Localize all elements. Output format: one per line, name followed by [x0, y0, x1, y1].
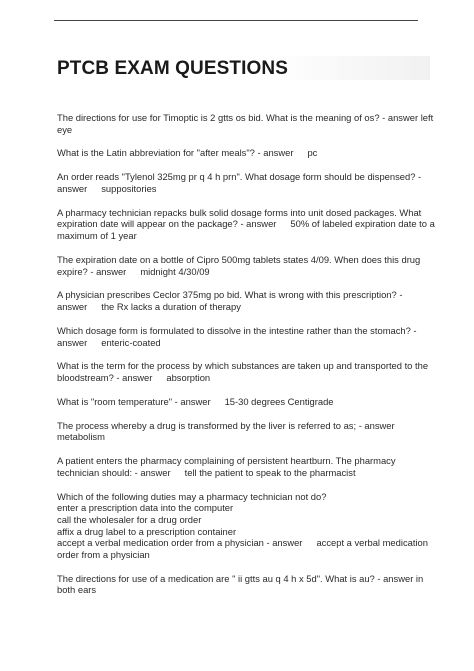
qa-item — [57, 396, 435, 408]
answer-text: in both ears — [57, 572, 424, 596]
answer-text: 15-30 degrees Centigrade — [224, 395, 334, 407]
qa-item — [57, 573, 435, 596]
answer-text: suppositories — [101, 182, 157, 194]
qa-item — [57, 207, 435, 242]
qa-item — [57, 254, 435, 277]
question-text: The process whereby a drug is transformed by the liver is referred to as; - answer — [57, 419, 395, 431]
qa-item — [57, 455, 435, 478]
option-text: enter a prescription data into the computer — [57, 502, 234, 514]
qa-item — [57, 289, 435, 312]
qa-item — [57, 360, 435, 383]
answer-text: the Rx lacks a duration of therapy — [101, 301, 241, 313]
qa-item — [57, 171, 435, 194]
question-text: The directions for use for Timoptic is 2 gtts os bid. What is the meaning of os? - answer — [57, 112, 419, 123]
answer-text: accept a verbal medication order from a physician — [57, 537, 428, 560]
question-text: What is the Latin abbreviation for "after meals"? - answer — [57, 147, 294, 159]
answer-text: pc — [307, 147, 318, 159]
question-list — [57, 112, 435, 608]
question-text: A pharmacy technician repacks bulk solid dosage forms into unit dosed packages. What expiration date will appear on the package? - answer — [57, 206, 422, 230]
qa-item-duties — [57, 491, 435, 561]
question-text: An order reads "Tylenol 325mg pr q 4 h prn". What dosage form should be dispensed? - answer — [57, 171, 422, 194]
question-text: The expiration date on a bottle of Cipro 500mg tablets states 4/09. When does this drug expire? - answer — [57, 253, 421, 277]
question-text: A physician prescribes Ceclor 375mg po bid. What is wrong with this prescription? - answer — [57, 289, 403, 313]
answer-text: enteric-coated — [101, 336, 161, 348]
answer-text: 50% of labeled expiration date to a maximum of 1 year — [57, 218, 435, 242]
question-text: Which dosage form is formulated to dissolve in the intestine rather than the stomach? - answer — [57, 324, 417, 348]
qa-item — [57, 112, 435, 135]
option-text: call the wholesaler for a drug order — [57, 513, 202, 525]
option-text: accept a verbal medication order from a physician - answer — [57, 537, 303, 549]
answer-text: absorption — [166, 371, 211, 383]
question-text: What is the term for the process by which substances are taken up and transported to the bloodstream? - answer — [57, 360, 429, 383]
answer-text: left eye — [57, 112, 434, 135]
qa-item — [57, 147, 435, 159]
answer-text: midnight 4/30/09 — [140, 265, 210, 277]
top-divider — [54, 20, 418, 21]
question-text: Which of the following duties may a pharmacy technician not do? — [57, 490, 327, 502]
page-title: PTCB EXAM QUESTIONS — [57, 58, 288, 79]
option-text: affix a drug label to a prescription container — [57, 525, 237, 537]
question-text: The directions for use of a medication are " ii gtts au q 4 h x 5d". What is au? - answer — [57, 572, 414, 584]
question-text: A patient enters the pharmacy complaining of persistent heartburn. The pharmacy technician should: - answer — [57, 455, 396, 478]
question-text: What is "room temperature" - answer — [57, 395, 211, 407]
answer-text: metabolism — [57, 431, 105, 443]
qa-item — [57, 325, 435, 348]
qa-item — [57, 420, 435, 443]
answer-text: tell the patient to speak to the pharmacist — [184, 466, 356, 478]
